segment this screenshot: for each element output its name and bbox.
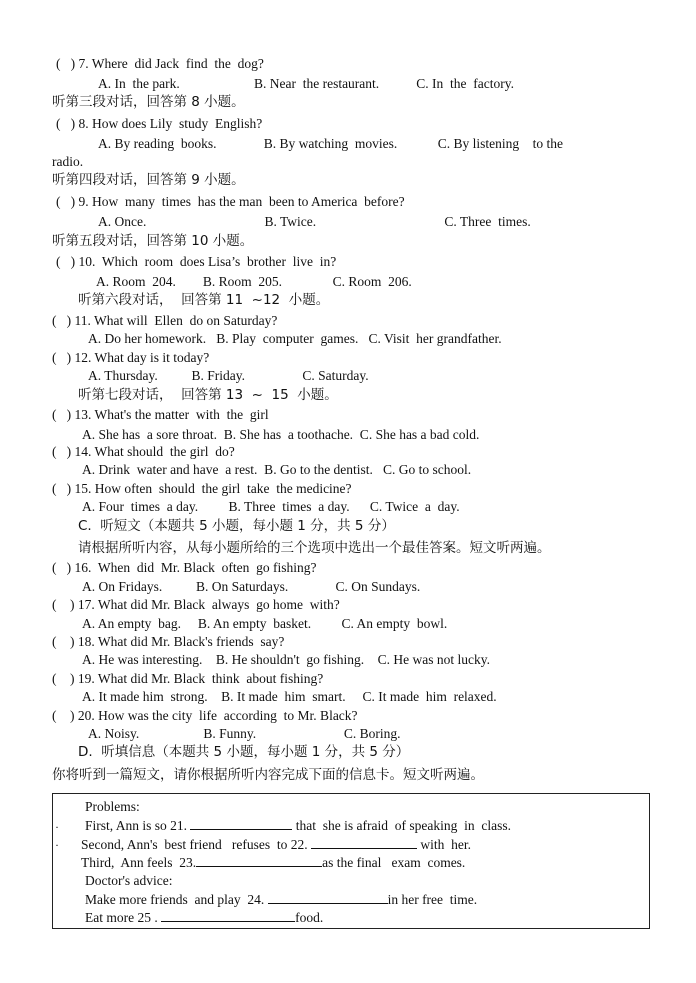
advice-label: Doctor's advice: <box>85 873 173 888</box>
question-line: ( ) 17. What did Mr. Black always go home with? <box>52 597 340 612</box>
advice-eat: Eat more 25 . food. <box>85 910 324 925</box>
question-line: ( ) 9. How many times has the man been to America before? <box>56 194 405 209</box>
section-heading: 听第七段对话， 回答第 13 ~ 15 小题。 <box>78 387 338 403</box>
question-line: ( ) 16. When did Mr. Black often go fishing? <box>52 560 317 575</box>
answer-options: A. Drink water and have a rest. B. Go to the dentist. C. Go to school. <box>82 462 472 477</box>
section-heading: 听第五段对话，回答第 10 小题。 <box>52 233 254 249</box>
answer-options: A. Once. B. Twice. C. Three times. <box>98 214 531 229</box>
problem-second: Second, Ann's best friend refuses to 22. with her. <box>81 837 472 852</box>
section-heading: 听第三段对话，回答第 8 小题。 <box>52 94 245 110</box>
advice-friends: Make more friends and play 24. in her free time. <box>85 892 478 907</box>
question-line: ( ) 19. What did Mr. Black think about fishing? <box>52 671 324 686</box>
answer-options: A. It made him strong. B. It made him smart. C. It made him relaxed. <box>82 689 497 704</box>
answer-blank-24[interactable] <box>268 890 388 904</box>
answer-options: A. Room 204. B. Room 205. C. Room 206. <box>96 274 412 289</box>
question-line: ( ) 15. How often should the girl take the medicine? <box>52 481 352 496</box>
question-line: ( ) 13. What's the matter with the girl <box>52 407 269 422</box>
answer-blank-23[interactable] <box>196 853 322 867</box>
section-heading: 请根据所听内容，从每小题所给的三个选项中选出一个最佳答案。短文听两遍。 <box>78 540 551 556</box>
problem-third: Third, Ann feels 23. as the final exam comes. <box>81 855 466 870</box>
question-line: ( ) 8. How does Lily study English? <box>56 116 263 131</box>
question-line: ( ) 18. What did Mr. Black's friends say? <box>52 634 285 649</box>
question-line: ( ) 20. How was the city life according to Mr. Black? <box>52 708 358 723</box>
question-line: ( ) 14. What should the girl do? <box>52 444 235 459</box>
answer-options: A. She has a sore throat. B. She has a toothache. C. She has a bad cold. <box>82 427 480 442</box>
answer-options: A. Noisy. B. Funny. C. Boring. <box>88 726 401 741</box>
answer-options: A. Do her homework. B. Play computer games. C. Visit her grandfather. <box>88 331 502 346</box>
section-heading: 听第六段对话， 回答第 11 ~12 小题。 <box>78 292 330 308</box>
question-line: ( ) 10. Which room does Lisa’s brother live in? <box>56 254 337 269</box>
answer-options: A. An empty bag. B. An empty basket. C. An empty bowl. <box>82 616 448 631</box>
answer-options: A. By reading books. B. By watching movies. C. By listening to the <box>98 136 563 151</box>
answer-options: A. He was interesting. B. He shouldn't go fishing. C. He was not lucky. <box>82 652 491 667</box>
bullet-mark: · <box>55 838 59 852</box>
answer-blank-25[interactable] <box>161 908 295 922</box>
question-line: ( ) 11. What will Ellen do on Saturday? <box>52 313 278 328</box>
answer-options: A. Four times a day. B. Three times a day. C. Twice a day. <box>82 499 460 514</box>
problem-first: First, Ann is so 21. that she is afraid of speaking in class. <box>85 818 511 833</box>
section-heading: 你将听到一篇短文，请你根据所听内容完成下面的信息卡。短文听两遍。 <box>52 767 484 783</box>
bullet-mark: · <box>55 820 59 834</box>
section-heading: 听第四段对话，回答第 9 小题。 <box>52 172 245 188</box>
answer-blank-21[interactable] <box>190 816 292 830</box>
section-heading: C. 听短文（本题共 5 小题，每小题 1 分，共 5 分） <box>78 518 395 534</box>
question-line: radio. <box>52 154 84 169</box>
section-heading: D. 听填信息（本题共 5 小题，每小题 1 分，共 5 分） <box>78 744 410 760</box>
answer-blank-22[interactable] <box>311 835 417 849</box>
question-line: ( ) 12. What day is it today? <box>52 350 210 365</box>
info-card <box>52 793 650 929</box>
question-line: ( ) 7. Where did Jack find the dog? <box>56 56 264 71</box>
answer-options: A. Thursday. B. Friday. C. Saturday. <box>88 368 369 383</box>
answer-options: A. In the park. B. Near the restaurant. C. In the factory. <box>98 76 515 91</box>
problems-label: Problems: <box>85 799 140 814</box>
answer-options: A. On Fridays. B. On Saturdays. C. On Sundays. <box>82 579 421 594</box>
